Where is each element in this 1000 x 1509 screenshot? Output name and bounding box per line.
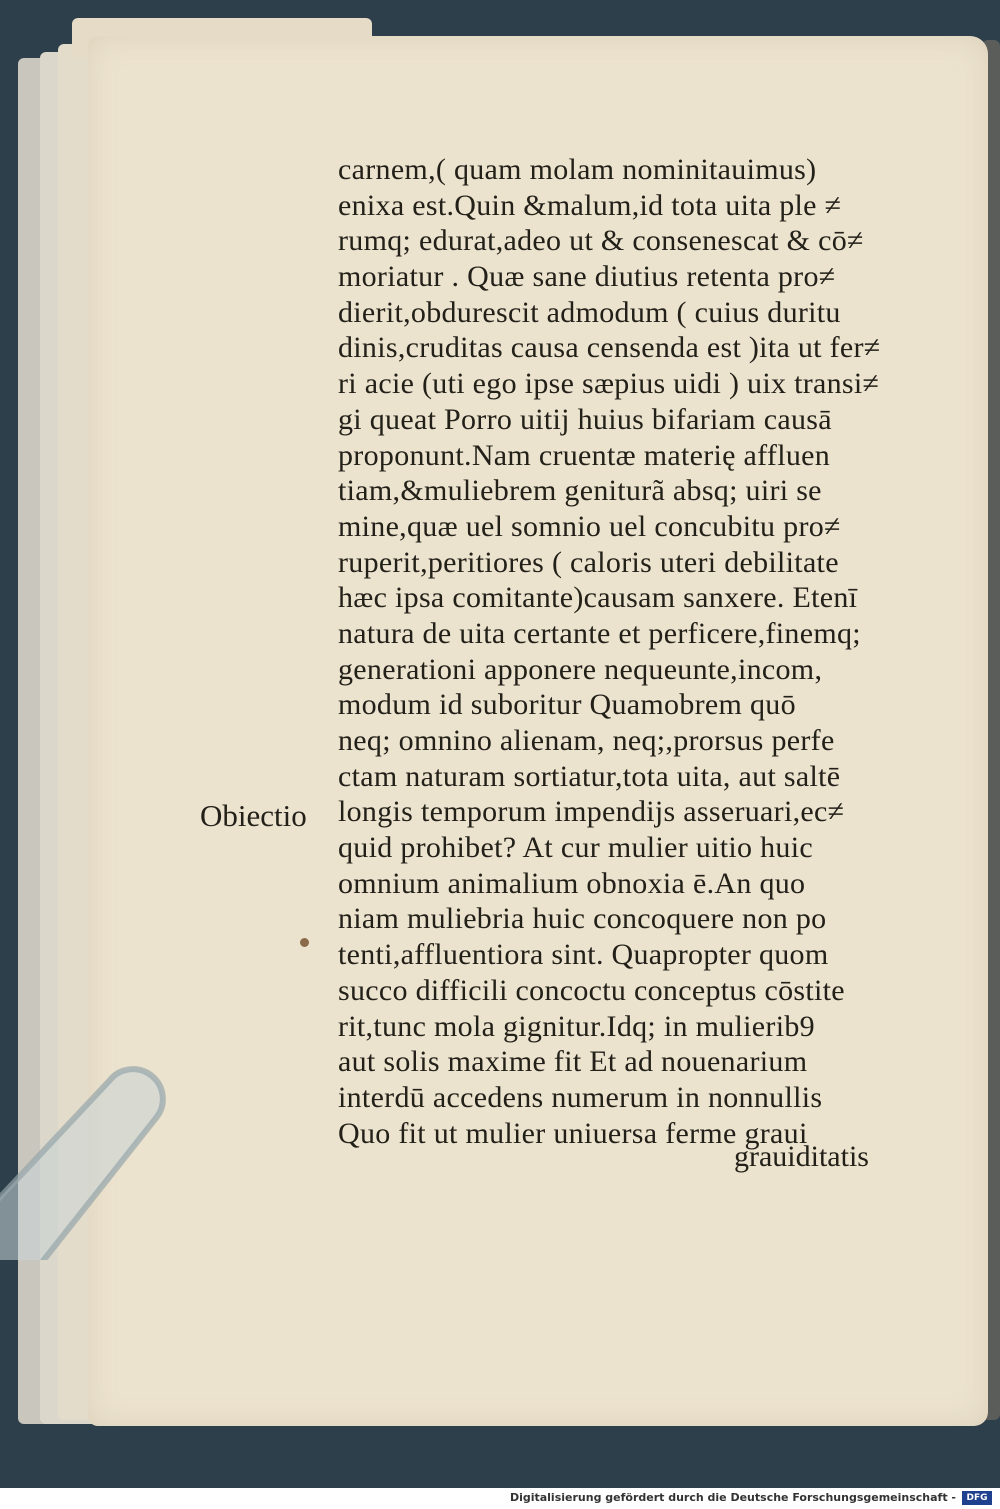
main-text-block <box>338 152 898 1151</box>
text-line: rit,tunc mola gignitur.Idq; in mulierib9 <box>338 1009 815 1043</box>
text-line: rumq; edurat,adeo ut & consenescat & cō≠ <box>338 224 864 258</box>
text-line: modum id suboritur Quamobrem quō <box>338 688 796 722</box>
text-line: neq; omnino alienam, neq;,prorsus perfe <box>338 724 835 757</box>
text-line: Quo fit ut mulier uniuersa ferme graui <box>338 1116 808 1150</box>
dfg-logo: DFG <box>962 1491 992 1505</box>
text-line: interdū accedens numerum in nonnullis <box>338 1080 823 1114</box>
text-line: mine,quæ uel somnio uel concubitu pro≠ <box>338 509 841 543</box>
footer-bar <box>0 1488 1000 1509</box>
text-line: moriatur . Quæ sane diutius retenta pro≠ <box>338 260 836 294</box>
text-line: enixa est.Quin &malum,id tota uita ple ≠ <box>338 188 842 222</box>
text-line: aut solis maxime fit Et ad nouenarium <box>338 1045 808 1079</box>
text-line: ctam naturam sortiatur,tota uita, aut saltē <box>338 759 841 793</box>
catchword: grauiditatis <box>734 1140 869 1173</box>
text-line: proponunt.Nam cruentæ materię affluen <box>338 438 831 472</box>
text-line: dinis,cruditas causa censenda est )ita ut fer≠ <box>338 331 881 365</box>
text-line: tiam,&muliebrem geniturã absq; uiri se <box>338 474 822 508</box>
ink-stain <box>300 938 309 947</box>
text-line: quid prohibet? At cur mulier uitio huic <box>338 831 813 865</box>
text-line: ri acie (uti ego ipse sæpius uidi ) uix transi≠ <box>338 367 880 401</box>
page-clip <box>0 1040 180 1260</box>
text-line: ruperit,peritiores ( caloris uteri debilitate <box>338 545 839 579</box>
marginal-note: Obiectio <box>200 798 307 833</box>
text-line: longis temporum impendijs asseruari,ec≠ <box>338 795 845 829</box>
text-line: gi queat Porro uitij huius bifariam causā <box>338 402 832 436</box>
text-line: generationi apponere nequeunte,incom, <box>338 652 823 686</box>
text-line: carnem,( quam molam nominitauimus) <box>338 153 817 186</box>
text-line: omnium animalium obnoxia ē.An quo <box>338 866 806 900</box>
text-line: natura de uita certante et perficere,finemq; <box>338 616 861 650</box>
text-line: dierit,obdurescit admodum ( cuius duritu <box>338 295 841 329</box>
funding-note: Digitalisierung gefördert durch die Deutsche Forschungsgemeinschaft - <box>509 1491 956 1504</box>
text-line: tenti,affluentiora sint. Quapropter quom <box>338 938 829 972</box>
text-line: hæc ipsa comitante)causam sanxere. Etenī <box>338 581 858 615</box>
text-line: succo difficili concoctu conceptus cōstite <box>338 973 845 1007</box>
text-line: niam muliebria huic concoquere non po <box>338 902 827 936</box>
